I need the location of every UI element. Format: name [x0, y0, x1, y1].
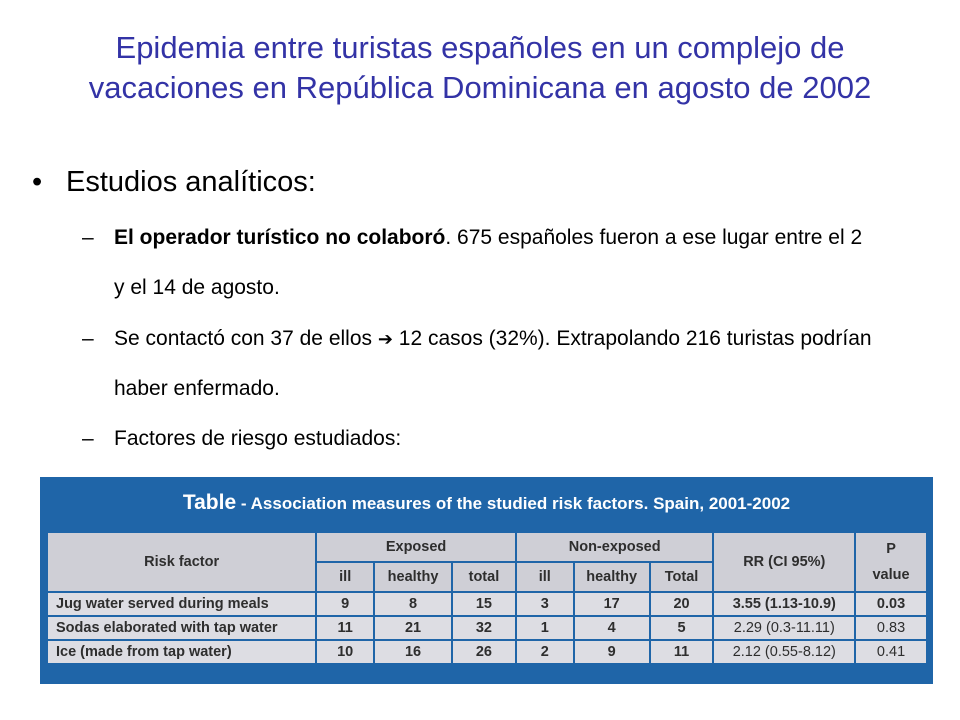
cell-p: 0.03	[855, 592, 927, 616]
header-exposed: Exposed	[316, 532, 516, 562]
main-bullet-text: Estudios analíticos:	[66, 166, 316, 198]
cell: 15	[452, 592, 516, 616]
subitem-contact-text-a: Se contactó con 37 de ellos	[114, 327, 378, 350]
header-exposed-ill: ill	[316, 562, 374, 592]
dash-marker: –	[82, 427, 94, 450]
subitem-risk-factors-text: Factores de riesgo estudiados:	[114, 427, 402, 450]
header-p: P	[886, 541, 896, 557]
header-nonexposed-total: Total	[650, 562, 714, 592]
cell: 26	[452, 640, 516, 664]
header-risk-factor: Risk factor	[47, 532, 316, 592]
header-exposed-healthy: healthy	[374, 562, 452, 592]
cell: 2	[516, 640, 574, 664]
cell-rr: 3.55 (1.13-10.9)	[713, 592, 855, 616]
header-rr: RR (CI 95%)	[713, 532, 855, 592]
subitem-contact-text-b: 12 casos (32%). Extrapolando 216 turistas podrían haber enfermado.	[114, 327, 872, 400]
table-row	[47, 640, 927, 664]
cell: 1	[516, 616, 574, 640]
dash-marker: –	[82, 327, 94, 350]
table-row	[47, 592, 927, 616]
header-nonexposed-healthy: healthy	[574, 562, 650, 592]
cell: 3	[516, 592, 574, 616]
table-caption-label: Table	[182, 491, 237, 514]
risk-factor-table-frame	[40, 477, 933, 684]
bullet-dot: •	[32, 166, 43, 198]
slide-title-line2: vacaciones en República Dominicana en agosto de 2002	[88, 70, 872, 105]
cell: 9	[574, 640, 650, 664]
cell: 5	[650, 616, 714, 640]
cell: 20	[650, 592, 714, 616]
header-exposed-total: total	[452, 562, 516, 592]
risk-factor-table	[46, 531, 928, 665]
cell: 32	[452, 616, 516, 640]
subitem-operator-bold: El operador turístico no colaboró	[114, 226, 446, 249]
cell-p: 0.83	[855, 616, 927, 640]
table-row	[47, 616, 927, 640]
cell: 10	[316, 640, 374, 664]
cell-p: 0.41	[855, 640, 927, 664]
header-value: value	[872, 567, 910, 583]
cell-risk-factor: Jug water served during meals	[47, 592, 316, 616]
header-p-value	[855, 532, 927, 592]
slide-title	[20, 28, 940, 108]
cell-risk-factor: Sodas elaborated with tap water	[47, 616, 316, 640]
cell: 11	[316, 616, 374, 640]
cell: 9	[316, 592, 374, 616]
header-non-exposed: Non-exposed	[516, 532, 714, 562]
cell-rr: 2.12 (0.55-8.12)	[713, 640, 855, 664]
cell-risk-factor: Ice (made from tap water)	[47, 640, 316, 664]
cell: 21	[374, 616, 452, 640]
cell: 8	[374, 592, 452, 616]
cell: 16	[374, 640, 452, 664]
table-caption-text: - Association measures of the studied risk factors. Spain, 2001-2002	[236, 494, 791, 513]
cell: 11	[650, 640, 714, 664]
dash-marker: –	[82, 226, 94, 249]
subitem-operator-text: . 675 españoles fueron a ese lugar entre el 2 y el 14 de agosto.	[114, 226, 863, 299]
header-nonexposed-ill: ill	[516, 562, 574, 592]
arrow-right-icon: ➔	[377, 329, 393, 349]
table-caption	[40, 477, 933, 529]
cell-rr: 2.29 (0.3-11.11)	[713, 616, 855, 640]
cell: 4	[574, 616, 650, 640]
slide-title-line1: Epidemia entre turistas españoles en un complejo de	[115, 30, 845, 65]
cell: 17	[574, 592, 650, 616]
